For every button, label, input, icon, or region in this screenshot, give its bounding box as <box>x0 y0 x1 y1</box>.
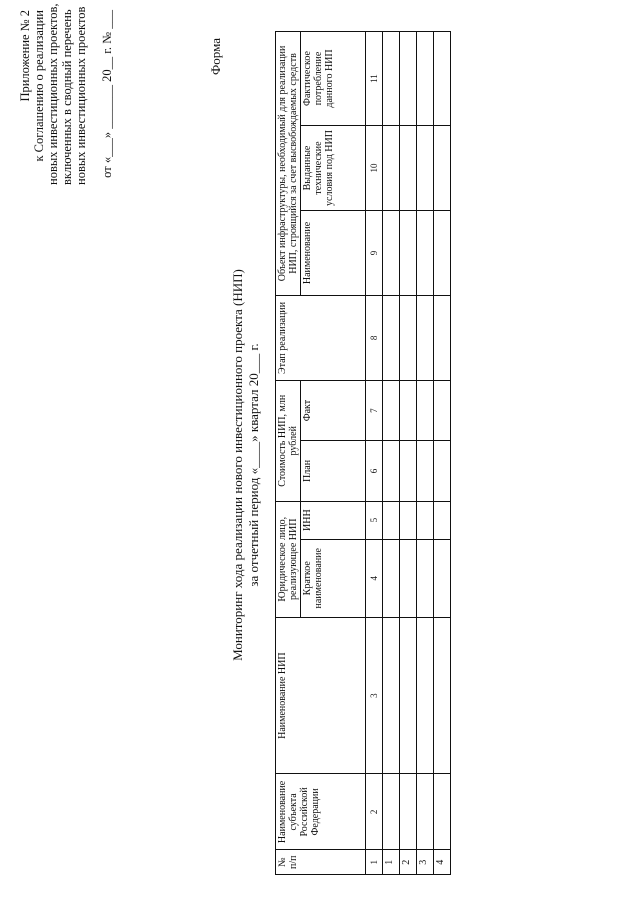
table-cell <box>400 539 417 617</box>
appendix-date-line: от «___» _______ 20__ г. № ___ <box>100 10 114 178</box>
appendix-line: новых инвестиционных проектов, <box>46 3 60 185</box>
table-cell <box>400 617 417 774</box>
header-cost: Стоимость НИП, млн рублей <box>276 380 301 501</box>
appendix-block <box>18 3 114 185</box>
table-cell <box>383 441 400 501</box>
table-cell <box>383 32 400 126</box>
header-stage: Этап реализации <box>276 295 366 380</box>
form-label: Форма <box>208 38 223 75</box>
appendix-line: Приложение № 2 <box>18 10 32 102</box>
table-cell <box>434 539 451 617</box>
header-inn: ИНН <box>301 501 366 539</box>
table-cell <box>383 126 400 211</box>
table-cell <box>383 617 400 774</box>
row-number: 2 <box>400 850 417 875</box>
header-num: № п/п <box>276 850 366 875</box>
table-cell <box>400 32 417 126</box>
table-row <box>434 32 451 875</box>
table-cell <box>434 295 451 380</box>
column-number: 7 <box>366 380 383 440</box>
column-number: 3 <box>366 617 383 774</box>
column-number: 9 <box>366 210 383 295</box>
table-cell <box>417 380 434 440</box>
column-number: 4 <box>366 539 383 617</box>
table-cell <box>383 501 400 539</box>
header-actual-consumption: Фактическое потребление данного НИП <box>301 32 366 126</box>
column-number: 5 <box>366 501 383 539</box>
table-cell <box>417 32 434 126</box>
table-cell <box>434 774 451 850</box>
column-number: 6 <box>366 441 383 501</box>
table-cell <box>434 126 451 211</box>
table-cell <box>417 295 434 380</box>
header-infra: Объект инфраструктуры, необходимый для реализации НИП, строящийся за счет высвобождаемых средств <box>276 32 301 296</box>
table-row <box>400 32 417 875</box>
row-number: 4 <box>434 850 451 875</box>
header-subject: Наименование субъекта Российской Федерации <box>276 774 366 850</box>
table-cell <box>434 617 451 774</box>
table-cell <box>400 774 417 850</box>
column-number-row <box>366 32 383 875</box>
header-plan: План <box>301 441 366 501</box>
table-cell <box>434 32 451 126</box>
column-number: 1 <box>366 850 383 875</box>
table-cell <box>400 295 417 380</box>
table-row <box>383 32 400 875</box>
table-cell <box>417 774 434 850</box>
column-number: 2 <box>366 774 383 850</box>
title-line-2: за отчетный период «____» квартал 20___ г. <box>246 343 261 587</box>
table-cell <box>417 210 434 295</box>
table-cell <box>400 380 417 440</box>
row-number: 1 <box>383 850 400 875</box>
table-cell <box>434 380 451 440</box>
table-cell <box>383 380 400 440</box>
table-cell <box>434 501 451 539</box>
table-cell <box>417 126 434 211</box>
table-cell <box>417 441 434 501</box>
table-cell <box>417 617 434 774</box>
header-infra-name: Наименование <box>301 210 366 295</box>
table-cell <box>434 441 451 501</box>
row-number: 3 <box>417 850 434 875</box>
table-cell <box>383 210 400 295</box>
table-row <box>417 32 434 875</box>
column-number: 8 <box>366 295 383 380</box>
column-number: 11 <box>366 32 383 126</box>
table-cell <box>417 539 434 617</box>
header-fact: Факт <box>301 380 366 440</box>
title-line-1: Мониторинг хода реализации нового инвестиционного проекта (НИП) <box>230 269 245 661</box>
appendix-line: к Соглашению о реализации <box>32 10 46 162</box>
table-cell <box>400 126 417 211</box>
header-tech-conditions: Выданные технические условия под НИП <box>301 126 366 211</box>
table-cell <box>383 774 400 850</box>
table-cell <box>400 501 417 539</box>
appendix-line: новых инвестиционных проектов <box>74 6 88 185</box>
table-cell <box>400 210 417 295</box>
table-cell <box>383 295 400 380</box>
column-number: 10 <box>366 126 383 211</box>
appendix-line: включенных в сводный перечень <box>60 9 74 185</box>
document-title <box>230 215 262 715</box>
table-cell <box>417 501 434 539</box>
table-cell <box>400 441 417 501</box>
header-row <box>276 32 301 875</box>
header-short-name: Краткое наименование <box>301 539 366 617</box>
table-cell <box>434 210 451 295</box>
table-cell <box>383 539 400 617</box>
header-legal-entity: Юридическое лицо, реализующее НИП <box>276 501 301 617</box>
header-nip-name: Наименование НИП <box>276 617 366 774</box>
monitoring-table <box>275 31 451 875</box>
